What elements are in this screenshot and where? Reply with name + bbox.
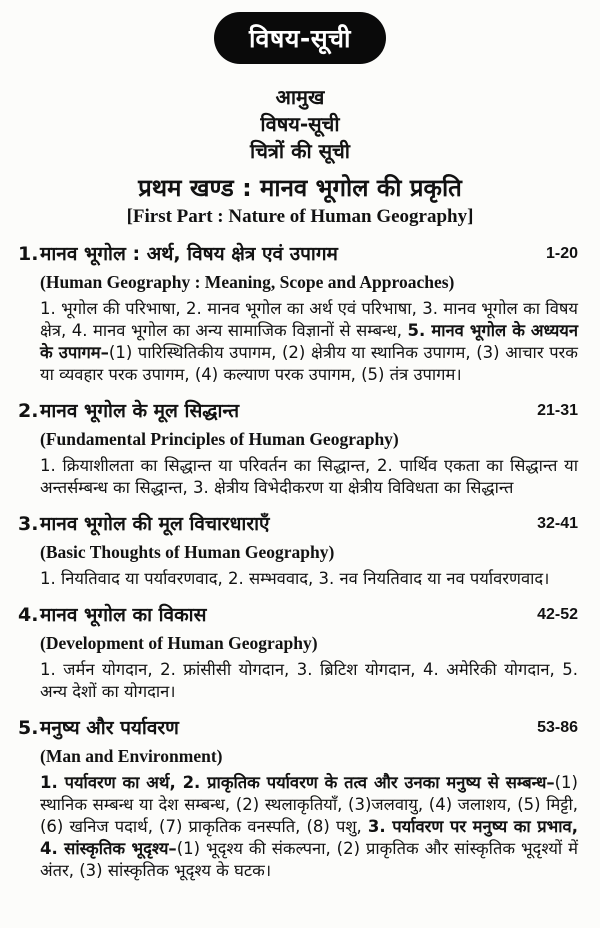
chapter-description: 1. क्रियाशीलता का सिद्धान्त या परिवर्तन का सिद्धान्त, 2. पार्थिव एकता का सिद्धान्त या अन्तर्सम्बन्ध का सिद्धान्त, 3. क्षेत्रीय विभेदीकरण या क्षेत्रीय विविधता का सिद्धान्त [40,456,578,497]
chapter-list [18,241,578,882]
chapter-page-range: 32-41 [537,515,578,532]
chapter-description: 1. नियतिवाद या पर्यावरणवाद, 2. सम्भववाद, 3. नव नियतिवाद या नव पर्यावरणवाद। [40,569,550,588]
front-matter-item-list-of-figures: चित्रों की सूची [250,139,350,163]
chapter-title-english: (Development of Human Geography) [40,633,318,653]
chapter-entry-3 [18,511,578,590]
chapter-description: 1. भूगोल की परिभाषा, 2. मानव भूगोल का अर्थ एवं परिभाषा, 3. मानव भूगोल का विषय क्षेत्र, 4. मानव भूगोल का अन्य सामाजिक विज्ञानों से सम्बन्ध, 5. मानव भूगोल के अध्ययन के उपागम–(1) पारिस्थितिकीय उपागम, (2) क्षेत्रीय या स्थानिक उपागम, (3) आचार परक या व्यवहार परक उपागम, (4) कल्याण परक उपागम, (5) तंत्र उपागम। [40,299,578,384]
chapter-number: 4. [18,604,39,626]
chapter-entry-2 [18,398,578,499]
chapter-title-english: (Basic Thoughts of Human Geography) [40,542,335,562]
chapter-number: 1. [18,243,39,265]
chapter-title-row [18,398,578,425]
chapter-title-hindi: मानव भूगोल : अर्थ, विषय क्षेत्र एवं उपागम [40,243,338,265]
chapter-entry-5 [18,715,578,882]
chapter-title-row [18,602,578,629]
chapter-title-english: (Fundamental Principles of Human Geography) [40,429,399,449]
chapter-entry-1 [18,241,578,386]
chapter-title-row [18,511,578,538]
chapter-page-range: 21-31 [537,402,578,419]
chapter-title-hindi: मानव भूगोल के मूल सिद्धान्त [40,400,240,422]
chapter-number: 3. [18,513,39,535]
chapter-title-hindi: मनुष्य और पर्यावरण [40,717,179,739]
front-matter-item-contents: विषय-सूची [260,112,340,136]
chapter-description: 1. पर्यावरण का अर्थ, 2. प्राकृतिक पर्यावरण के तत्व और उनका मनुष्य से सम्बन्ध–(1) स्थानिक सम्बन्ध या देश सम्बन्ध, (2) स्थलाकृतियाँ, (3)जलवायु, (4) जलाशय, (5) मिट्टी, (6) खनिज पदार्थ, (7) प्राकृतिक वनस्पति, (8) पशु, 3. पर्यावरण पर मनुष्य का प्रभाव, 4. सांस्कृतिक भूदृश्य–(1) भूदृश्य की संकल्पना, (2) प्राकृतिक और सांस्कृतिक भूदृश्यों में अंतर, (3) सांस्कृतिक भूदृश्य के घटक। [40,773,578,880]
front-matter-list [0,84,600,165]
chapter-title-english: (Human Geography : Meaning, Scope and Approaches) [40,272,455,292]
chapter-description: 1. जर्मन योगदान, 2. फ्रांसीसी योगदान, 3. ब्रिटिश योगदान, 4. अमेरिकी योगदान, 5. अन्य देशों का योगदान। [40,660,578,701]
toc-page [0,12,600,928]
part-heading-english: [First Part : Nature of Human Geography] [126,206,474,227]
chapter-title-row [18,715,578,742]
chapter-number: 5. [18,717,39,739]
chapter-number: 2. [18,400,39,422]
toc-title-pill [214,12,386,64]
chapter-page-range: 1-20 [545,245,578,262]
front-matter-item-preface: आमुख [275,85,325,109]
chapter-title-hindi: मानव भूगोल का विकास [40,604,207,626]
chapter-entry-4 [18,602,578,703]
chapter-title-row [18,241,578,268]
chapter-title-english: (Man and Environment) [40,746,223,766]
chapter-title-hindi: मानव भूगोल की मूल विचारधाराएँ [40,513,270,535]
part-heading-hindi: प्रथम खण्ड : मानव भूगोल की प्रकृति [138,174,462,202]
chapter-page-range: 53-86 [537,719,578,736]
chapter-page-range: 42-52 [537,606,578,623]
toc-title: विषय-सूची [249,24,351,53]
